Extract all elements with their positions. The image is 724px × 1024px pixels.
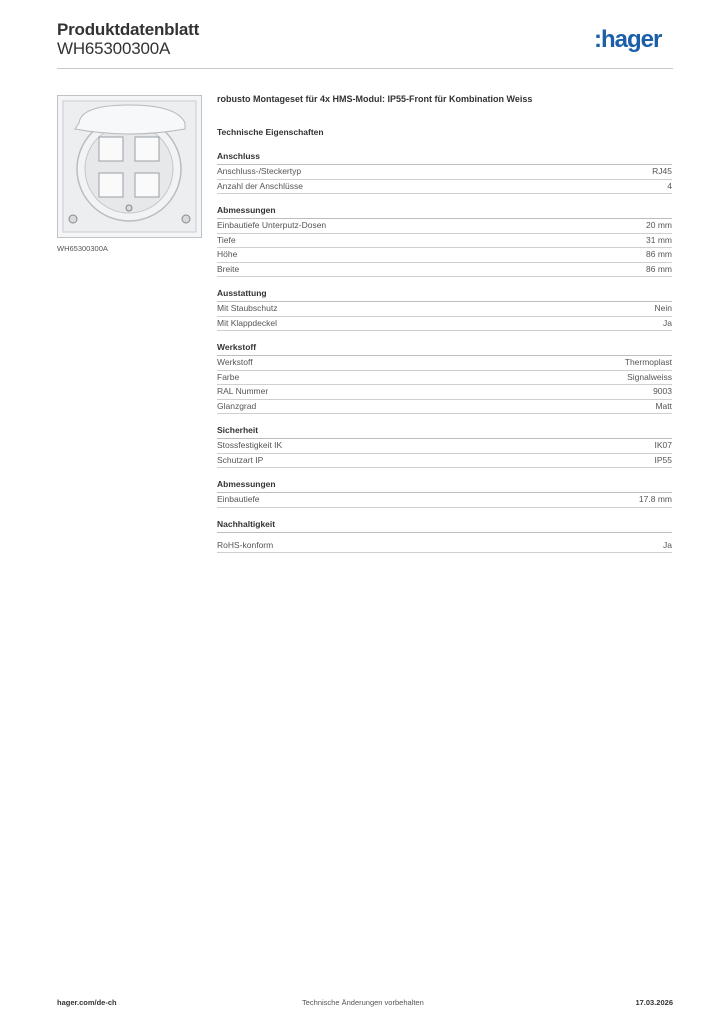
spec-value: 86 mm xyxy=(646,263,672,274)
spec-row xyxy=(217,454,672,469)
spec-value: RJ45 xyxy=(652,166,672,176)
spec-label: Breite xyxy=(217,263,240,274)
spec-label: Mit Staubschutz xyxy=(217,303,278,313)
spec-row xyxy=(217,248,672,263)
section-title: Sicherheit xyxy=(217,425,672,439)
spec-label: Anzahl der Anschlüsse xyxy=(217,180,303,191)
spec-section xyxy=(217,425,672,468)
spec-row xyxy=(217,180,672,195)
footer-date: 17.03.2026 xyxy=(635,998,673,1007)
footer-notice: Technische Änderungen vorbehalten xyxy=(302,998,424,1007)
product-image xyxy=(57,95,202,238)
spec-value: Thermoplast xyxy=(624,357,672,367)
spec-row xyxy=(217,539,672,554)
spec-label: Tiefe xyxy=(217,234,236,245)
spec-row xyxy=(217,385,672,400)
spec-section xyxy=(217,151,672,194)
spec-content xyxy=(217,94,672,564)
spec-section xyxy=(217,519,672,554)
section-title: Anschluss xyxy=(217,151,672,165)
spec-value: Ja xyxy=(663,317,672,328)
logo-text: hager xyxy=(601,26,662,53)
spec-row xyxy=(217,302,672,317)
spec-value: IP55 xyxy=(654,454,672,465)
spec-row xyxy=(217,356,672,371)
spec-row xyxy=(217,219,672,234)
spec-label: Glanzgrad xyxy=(217,400,257,411)
hager-logo: :hager xyxy=(594,26,662,53)
section-title: Abmessungen xyxy=(217,479,672,493)
page-title: Produktdatenblatt xyxy=(57,20,200,39)
spec-label: Stossfestigkeit IK xyxy=(217,440,283,450)
section-title: Ausstattung xyxy=(217,288,672,302)
image-caption: WH65300300A xyxy=(57,244,108,253)
spec-row xyxy=(217,439,672,454)
spec-row xyxy=(217,371,672,386)
spec-label: Farbe xyxy=(217,371,240,382)
spec-label: Werkstoff xyxy=(217,357,253,367)
spec-label: Schutzart IP xyxy=(217,454,264,465)
spec-section xyxy=(217,479,672,508)
spec-row xyxy=(217,234,672,249)
spec-value: Matt xyxy=(655,400,672,411)
spec-value: 9003 xyxy=(653,386,672,396)
spec-section xyxy=(217,288,672,331)
tech-heading: Technische Eigenschaften xyxy=(217,127,324,137)
spec-label: Einbautiefe Unterputz-Dosen xyxy=(217,220,327,230)
spec-section xyxy=(217,342,672,414)
spec-value: Ja xyxy=(663,539,672,550)
spec-value: 86 mm xyxy=(646,249,672,259)
spec-label: RAL Nummer xyxy=(217,386,269,396)
spec-row xyxy=(217,263,672,278)
spec-row xyxy=(217,493,672,508)
spec-section xyxy=(217,205,672,277)
footer-website[interactable]: hager.com/de-ch xyxy=(57,998,117,1007)
spec-value: IK07 xyxy=(654,440,672,450)
spec-row xyxy=(217,400,672,415)
spec-row xyxy=(217,165,672,180)
header-divider xyxy=(57,68,673,69)
spec-value: 31 mm xyxy=(646,234,672,245)
spec-value: 20 mm xyxy=(646,220,672,230)
spec-sections xyxy=(217,151,672,553)
spec-label: Höhe xyxy=(217,249,238,259)
spec-label: RoHS-konform xyxy=(217,539,274,550)
spec-label: Anschluss-/Steckertyp xyxy=(217,166,302,176)
section-title: Abmessungen xyxy=(217,205,672,219)
spec-row xyxy=(217,317,672,332)
article-number: WH65300300A xyxy=(57,39,171,58)
product-name: robusto Montageset für 4x HMS-Modul: IP55-Front für Kombination Weiss xyxy=(217,94,533,104)
spec-label: Mit Klappdeckel xyxy=(217,317,278,328)
spec-value: 17.8 mm xyxy=(638,494,672,504)
spec-label: Einbautiefe xyxy=(217,494,260,504)
section-title: Werkstoff xyxy=(217,342,672,356)
spec-value: Nein xyxy=(654,303,672,313)
section-title: Nachhaltigkeit xyxy=(217,519,672,533)
spec-value: Signalweiss xyxy=(627,371,672,382)
spec-value: 4 xyxy=(667,180,672,191)
